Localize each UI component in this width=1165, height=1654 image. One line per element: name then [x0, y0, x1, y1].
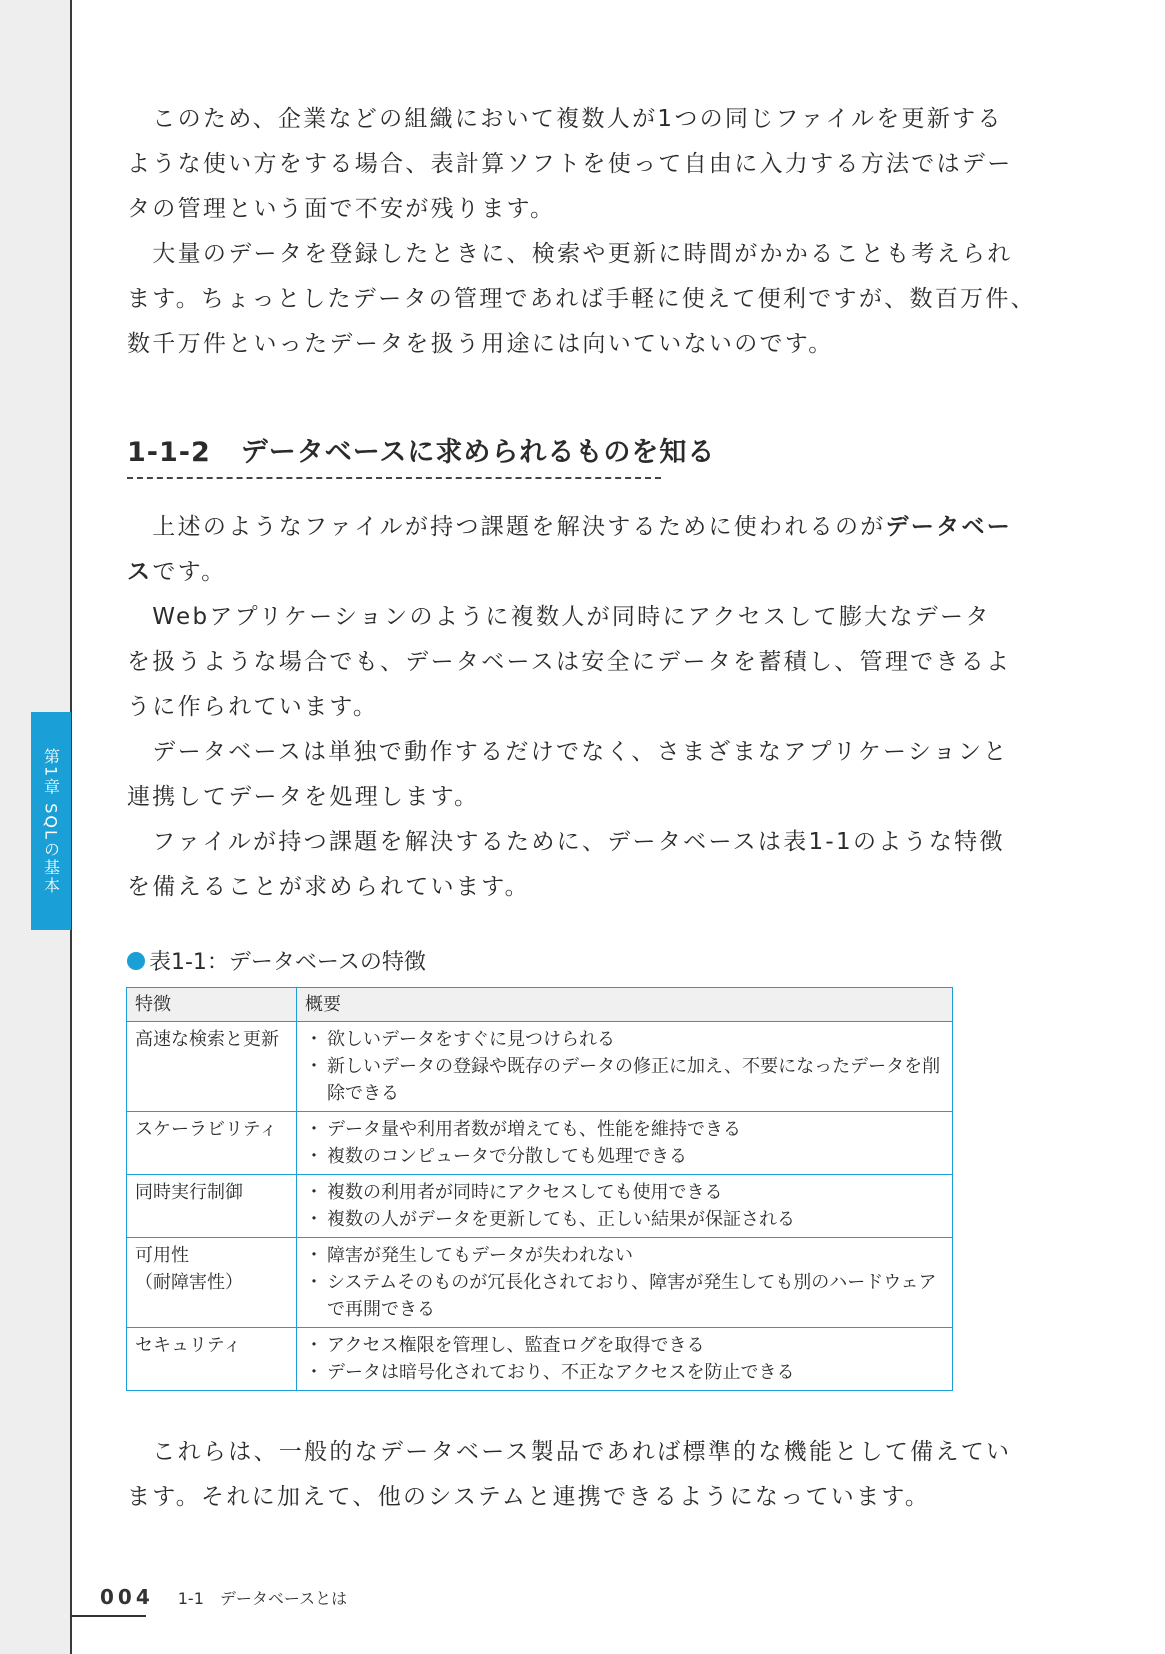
- text-line: です。: [152, 559, 227, 585]
- feature-cell: 可用性 （耐障害性）: [127, 1238, 297, 1328]
- text-line: 大量のデータを登録したときに、検索や更新に時間がかかることも考えられ: [127, 241, 1013, 267]
- feature-cell: 高速な検索と更新: [127, 1022, 297, 1112]
- table-caption: [127, 945, 426, 976]
- text-line: ような使い方をする場合、表計算ソフトを使って自由に入力する方法ではデー: [127, 151, 1013, 177]
- overview-item: ・ システムそのものが冗長化されており、障害が発生しても別のハードウェアで再開できる: [305, 1269, 944, 1323]
- overview-item: ・ データは暗号化されており、不正なアクセスを防止できる: [305, 1359, 944, 1386]
- text-line: を備えることが求められています。: [127, 874, 530, 900]
- section-heading: [127, 430, 716, 479]
- closing-paragraph: [127, 1430, 1012, 1520]
- text-line: タの管理という面で不安が残ります。: [127, 196, 556, 222]
- feature-cell: セキュリティ: [127, 1328, 297, 1391]
- features-table: [126, 987, 953, 1391]
- body-paragraph-1: [127, 505, 1013, 595]
- overview-cell: [297, 1175, 953, 1238]
- text-line: データベースは単独で動作するだけでなく、さまざまなアプリケーションと: [127, 739, 1009, 765]
- feature-cell: スケーラビリティ: [127, 1112, 297, 1175]
- text-line: Webアプリケーションのように複数人が同時にアクセスして膨大なデータ: [127, 604, 991, 630]
- text-line: ます。ちょっとしたデータの管理であれば手軽に使えて便利ですが、数百万件、: [127, 286, 1036, 312]
- overview-cell: [297, 1022, 953, 1112]
- text-line: を扱うような場合でも、データベースは安全にデータを蓄積し、管理できるよ: [127, 649, 1012, 675]
- page-number: 004: [100, 1585, 154, 1609]
- text-line: 上述のようなファイルが持つ課題を解決するために使われるのが: [127, 514, 886, 540]
- chapter-tab-label: 第1章 SQLの基本: [41, 747, 61, 895]
- page-footer: [100, 1585, 347, 1609]
- text-line: ファイルが持つ課題を解決するために、データベースは表1-1のような特徴: [127, 829, 1005, 855]
- overview-item: ・ 障害が発生してもデータが失われない: [305, 1242, 944, 1269]
- table-caption-text: 表1-1：データベースの特徴: [149, 950, 426, 975]
- feature-cell: 同時実行制御: [127, 1175, 297, 1238]
- text-line: このため、企業などの組織において複数人が1つの同じファイルを更新する: [127, 106, 1003, 132]
- overview-item: ・ 複数のコンピュータで分散しても処理できる: [305, 1143, 944, 1170]
- body-paragraph-2: [127, 595, 1012, 730]
- bullet-dot-icon: [127, 952, 145, 970]
- overview-item: ・ 複数の利用者が同時にアクセスしても使用できる: [305, 1179, 944, 1206]
- body-paragraph-3: [127, 730, 1009, 820]
- section-number: 1-1-2: [127, 437, 211, 468]
- text-line: 数千万件といったデータを扱う用途には向いていないのです。: [127, 331, 834, 357]
- intro-paragraph-1: [127, 97, 1013, 232]
- table-row: [127, 1022, 953, 1112]
- overview-cell: [297, 1238, 953, 1328]
- header-overview: 概要: [297, 988, 953, 1022]
- overview-cell: [297, 1328, 953, 1391]
- keyword-bold: データベー: [885, 514, 1013, 540]
- text-line: うに作られています。: [127, 694, 379, 720]
- footer-rule: [70, 1615, 146, 1617]
- intro-paragraph-2: [127, 232, 1036, 367]
- body-paragraph-4: [127, 820, 1005, 910]
- overview-item: ・ データ量や利用者数が増えても、性能を維持できる: [305, 1116, 944, 1143]
- text-line: 連携してデータを処理します。: [127, 784, 480, 810]
- overview-item: ・ 新しいデータの登録や既存のデータの修正に加え、不要になったデータを削除できる: [305, 1053, 944, 1107]
- running-head: 1-1 データベースとは: [177, 1589, 348, 1608]
- table-row: [127, 1175, 953, 1238]
- text-line: ます。それに加えて、他のシステムと連携できるようになっています。: [127, 1484, 931, 1510]
- table-row: [127, 1238, 953, 1328]
- keyword-bold: ス: [127, 559, 153, 585]
- overview-item: ・ 欲しいデータをすぐに見つけられる: [305, 1026, 944, 1053]
- table-row: [127, 1112, 953, 1175]
- overview-item: ・ 複数の人がデータを更新しても、正しい結果が保証される: [305, 1206, 944, 1233]
- table-header-row: [127, 988, 953, 1022]
- section-title: データベースに求められるものを知る: [240, 437, 716, 468]
- chapter-tab: [31, 712, 71, 930]
- text-line: これらは、一般的なデータベース製品であれば標準的な機能として備えてい: [127, 1439, 1012, 1465]
- overview-cell: [297, 1112, 953, 1175]
- table-row: [127, 1328, 953, 1391]
- header-feature: 特徴: [127, 988, 297, 1022]
- overview-item: ・ アクセス権限を管理し、監査ログを取得できる: [305, 1332, 944, 1359]
